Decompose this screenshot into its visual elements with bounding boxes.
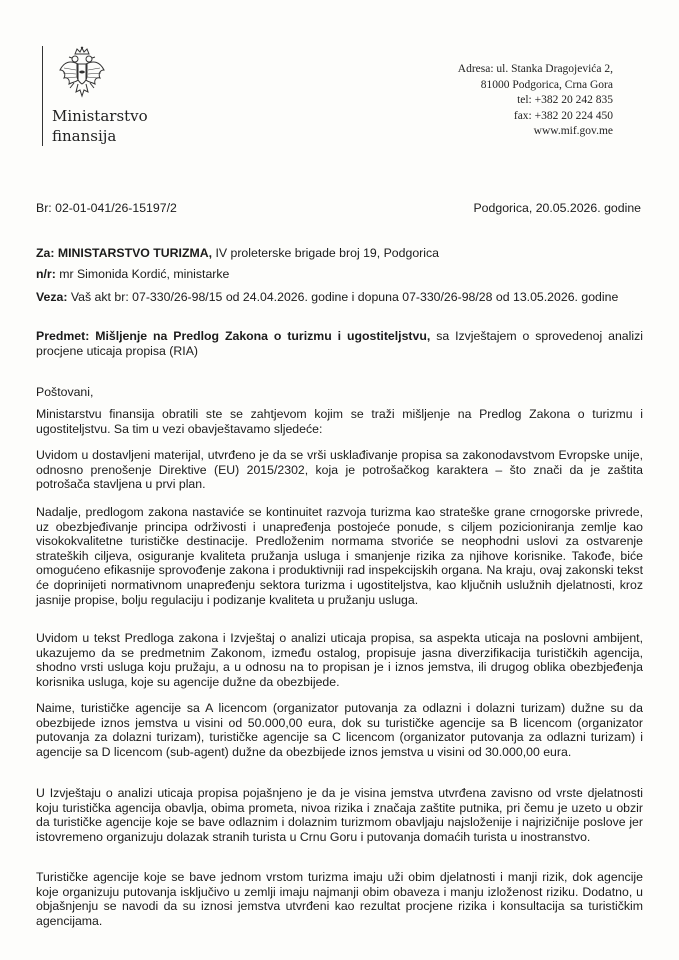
letterhead-divider xyxy=(42,46,43,146)
address-city: 81000 Podgorica, Crna Gora xyxy=(480,78,613,91)
body-paragraph-6: U Izvještaju o analizi uticaja propisa pojašnjeno je da je visina jemstva utvrđena zavisno od vrste djelatnosti koju turistička agencija obavlja, obima prometa, nivoa rizika i značaja zaštite putnika, pri čemu je uzeto u obzir da turističke agencije koje se bave odlaznim i dolaznim turizmom obavljaju najsloženije i najrizičnije poslove jer istovremeno organizuju dolazak stranih turista u Crnu Goru i putovanja domaćih turista u inostranstvo. xyxy=(36,786,643,844)
place-date: Podgorica, 20.05.2026. godine xyxy=(473,201,641,215)
recipient-line xyxy=(36,246,643,261)
ministry-name-line2: finansija xyxy=(52,127,117,145)
body-paragraph-4: Uvidom u tekst Predloga zakona i Izvještaj o analizi uticaja propisa, sa aspekta uticaja na poslovni ambijent, ukazujemo da se predmetnim Zakonom, između ostalog, propisuje jasna diverzifikacija turističkih agencija, shodno vrsti usluga koju pružaju, a u odnosu na to propisan je i iznos jemstva, ili drugog oblika obezbjeđenja korisnika usluga, koje su agencije dužne da obezbijede. xyxy=(36,631,643,689)
body-paragraph-1: Ministarstvu finansija obratili ste se zahtjevom kojim se traži mišljenje na Predlog Zakona o turizmu i ugostiteljstvu. Sa tim u vezi obavještavamo sljedeće: xyxy=(36,407,643,436)
fax-number: fax: +382 20 224 450 xyxy=(513,109,613,122)
reference-link-label: Veza: xyxy=(36,290,68,304)
address-line: Adresa: ul. Stanka Dragojevića 2, xyxy=(457,63,613,75)
reference-link-text: Vaš akt br: 07-330/26-98/15 od 24.04.2026. godine i dopuna 07-330/26-98/28 od 13.05.2026. godine xyxy=(67,290,619,304)
recipient-label: Za: MINISTARSTVO TURIZMA, xyxy=(36,246,213,260)
body-paragraph-2: Uvidom u dostavljeni materijal, utvrđeno je da se vrši usklađivanje propisa sa zakonodavstvom Evropske unije, odnosno prenošenje Direktive (EU) 2015/2302, koja je potrošačkog karaktera – što znači da je zaštita potrošača stavljena u prvi plan. xyxy=(36,448,643,492)
attention-label: n/r: xyxy=(36,267,56,281)
ministry-address xyxy=(458,62,613,140)
attention-line xyxy=(36,267,643,282)
ministry-name-line1: Ministarstvo xyxy=(52,107,148,125)
ministry-name xyxy=(52,106,148,146)
subject-text: sa Izvještajem o sprovedenoj analizi procjene uticaja propisa (RIA) xyxy=(36,329,643,358)
website: www.mif.gov.me xyxy=(533,125,613,137)
reference-link xyxy=(36,290,643,305)
phone-number: tel: +382 20 242 835 xyxy=(517,94,613,106)
coat-of-arms-icon xyxy=(58,46,106,102)
recipient-address: IV proleterske brigade broj 19, Podgorica xyxy=(212,246,439,260)
subject-line xyxy=(36,329,643,358)
greeting: Poštovani, xyxy=(36,385,94,399)
body-paragraph-3: Nadalje, predlogom zakona nastaviće se kontinuitet razvoja turizma kao strateške grane crnogorske privrede, uz obezbjeđivanje principa održivosti i unapređenja postojeće ponude, s ciljem pozicioniranja zemlje kao visokokvalitetne turističke destinacije. Predloženim normama stvoriće se neophodni uslovi za ostvarenje strateških ciljeva, osiguranje kvaliteta pružanja usluga i smanjenje rizika za njihove korisnike. Takođe, biće omogućeno efikasnije sprovođenje zakona i produktivniji rad inspekcijskih organa. Na kraju, ovaj zakonski tekst će doprinijeti normativnom unapređenju sektora turizma i ugostiteljstva, kao ključnih uslužnih djelatnosti, kroz jasnije propise, bolju regulaciju i podizanje kvaliteta u pružanju usluga. xyxy=(36,505,643,607)
body-paragraph-7: Turističke agencije koje se bave jednom vrstom turizma imaju uži obim djelatnosti i manji rizik, dok agencije koje organizuju putovanja isključivo u zemlji imaju najmanji obim obaveza i manju izloženost riziku. Dodatno, u objašnjenju se navodi da su iznosi jemstva utvrđeni kao rezultat procjene rizika i konsultacija sa turističkim agencijama. xyxy=(36,870,643,928)
body-paragraph-5: Naime, turističke agencije sa A licencom (organizator putovanja za odlazni i dolazni turizam) dužne su da obezbijede iznos jemstva u visini od 50.000,00 eura, dok su turističke agencije sa B licencom (organizator putovanja za dolazni turizam), turističke agencije sa C licencom (organizator putovanja za odlazni turizam) i agencije sa D licencom (sub-agent) dužne da obezbijede iznos jemstva u visini od 30.000,00 eura. xyxy=(36,701,643,759)
reference-number: Br: 02-01-041/26-15197/2 xyxy=(36,201,177,215)
subject-label: Predmet: Mišljenje na Predlog Zakona o turizmu i ugostiteljstvu, xyxy=(36,329,431,343)
attention-name: mr Simonida Kordić, ministarke xyxy=(55,267,230,281)
